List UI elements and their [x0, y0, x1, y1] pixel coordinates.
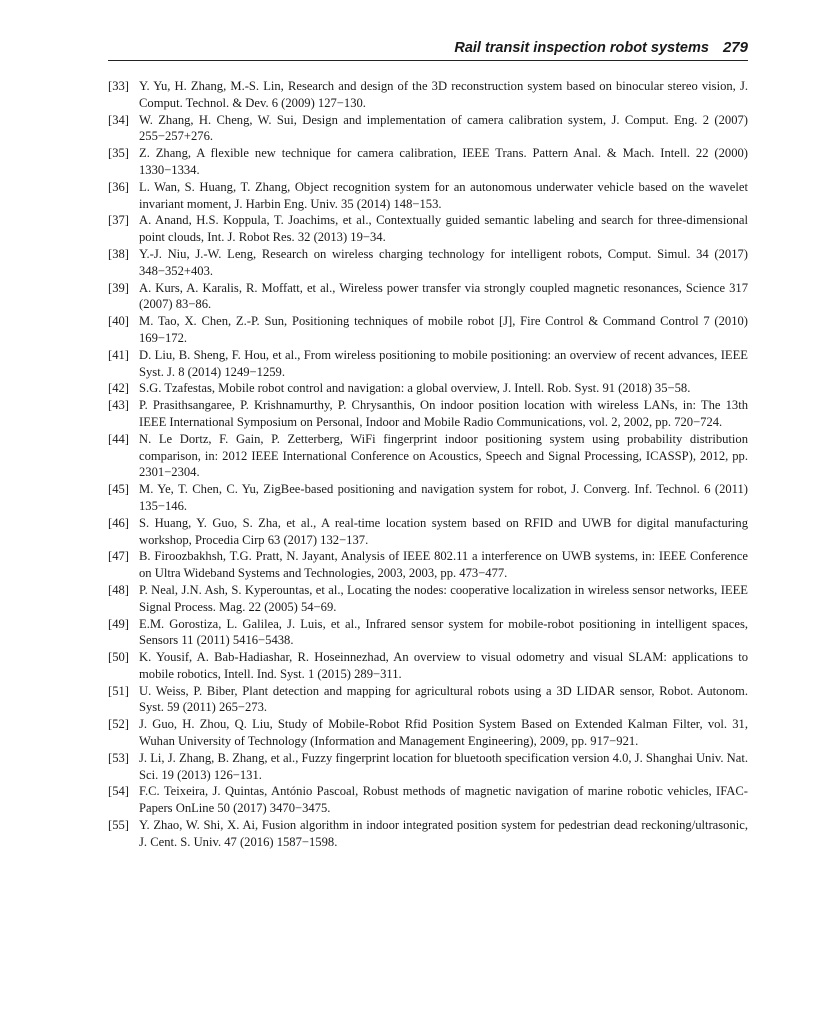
reference-number: [37] [108, 213, 129, 228]
reference-text: Y.-J. Niu, J.-W. Leng, Research on wireless charging technology for intelligent robots, Comput. Simul. 34 (2017) 348−352+403. [139, 246, 748, 278]
reference-text: L. Wan, S. Huang, T. Zhang, Object recognition system for an autonomous underwater vehicle based on the wavelet invariant moment, J. Harbin Eng. Univ. 35 (2014) 148−153. [139, 179, 748, 211]
reference-number: [47] [108, 549, 129, 564]
reference-number: [34] [108, 112, 129, 127]
reference-item [108, 145, 748, 179]
reference-item [108, 515, 748, 549]
reference-text: E.M. Gorostiza, L. Galilea, J. Luis, et al., Infrared sensor system for mobile-robot positioning in intelligent spaces, Sensors 11 (2011) 5416−5438. [139, 616, 748, 648]
reference-number: [33] [108, 79, 129, 93]
reference-text: F.C. Teixeira, J. Quintas, António Pascoal, Robust methods of magnetic navigation of marine robotic vehicles, IFAC-Papers OnLine 50 (2017) 3470−3475. [139, 784, 748, 816]
reference-text: N. Le Dortz, F. Gain, P. Zetterberg, WiFi fingerprint indoor positioning system using probability distribution comparison, in: 2012 IEEE International Conference on Acoustics, Speech and Signal Processing, ICASSP), 2012, pp. 2301−2304. [139, 431, 748, 480]
reference-number: [48] [108, 582, 129, 597]
reference-item [108, 481, 748, 515]
reference-item [108, 380, 748, 397]
reference-item [108, 817, 748, 851]
reference-item [108, 112, 748, 146]
reference-text: Y. Yu, H. Zhang, M.-S. Lin, Research and design of the 3D reconstruction system based on binocular stereo vision, J. Comput. Technol. & Dev. 6 (2009) 127−130. [139, 79, 748, 110]
reference-text: A. Kurs, A. Karalis, R. Moffatt, et al., Wireless power transfer via strongly coupled magnetic resonances, Science 317 (2007) 83−86. [139, 280, 748, 312]
reference-text: W. Zhang, H. Cheng, W. Sui, Design and implementation of camera calibration system, J. Comput. Eng. 2 (2007) 255−257+276. [139, 112, 748, 144]
reference-number: [43] [108, 398, 129, 413]
reference-number: [45] [108, 482, 129, 497]
reference-number: [35] [108, 146, 129, 161]
reference-item [108, 397, 748, 431]
reference-item [108, 179, 748, 213]
reference-number: [40] [108, 314, 129, 329]
reference-item [108, 78, 748, 112]
reference-item [108, 582, 748, 616]
running-title: Rail transit inspection robot systems [454, 40, 709, 56]
reference-text: K. Yousif, A. Bab-Hadiashar, R. Hoseinnezhad, An overview to visual odometry and visual SLAM: applications to mobile robotics, Intell. Ind. Syst. 1 (2015) 289−311. [139, 650, 748, 681]
reference-number: [42] [108, 381, 129, 396]
reference-text: P. Prasithsangaree, P. Krishnamurthy, P. Chrysanthis, On indoor position location with wireless LANs, in: The 13th IEEE International Symposium on Personal, Indoor and Mobile Radio Communications, vol. 2, 2002, pp. 720−724. [139, 398, 748, 429]
reference-text: U. Weiss, P. Biber, Plant detection and mapping for agricultural robots using a 3D LIDAR sensor, Robot. Autonom. Syst. 59 (2011) 265−273. [139, 683, 748, 715]
reference-item [108, 716, 748, 750]
reference-number: [44] [108, 431, 129, 446]
reference-number: [55] [108, 818, 129, 833]
reference-item [108, 212, 748, 246]
reference-number: [50] [108, 650, 129, 665]
reference-text: J. Li, J. Zhang, B. Zhang, et al., Fuzzy fingerprint location for bluetooth specification version 4.0, J. Shanghai Univ. Nat. Sci. 19 (2013) 126−131. [139, 750, 748, 782]
reference-item [108, 313, 748, 347]
reference-item [108, 750, 748, 784]
reference-number: [38] [108, 246, 129, 261]
reference-number: [51] [108, 683, 129, 698]
reference-text: J. Guo, H. Zhou, Q. Liu, Study of Mobile-Robot Rfid Position System Based on Extended Kalman Filter, vol. 31, Wuhan University of Technology (Information and Management Engineering), 2009, pp. 917−921. [139, 717, 748, 749]
reference-text: B. Firoozbakhsh, T.G. Pratt, N. Jayant, Analysis of IEEE 802.11 a interference on UWB systems, in: IEEE Conference on Ultra Wideband Systems and Technologies, 2003, 2003, pp. 473−477. [139, 549, 748, 581]
reference-text: A. Anand, H.S. Koppula, T. Joachims, et al., Contextually guided semantic labeling and search for three-dimensional point clouds, Int. J. Robot Res. 32 (2013) 19−34. [139, 213, 748, 245]
reference-text: M. Tao, X. Chen, Z.-P. Sun, Positioning techniques of mobile robot [J], Fire Control & Command Control 7 (2010) 169−172. [139, 314, 748, 345]
reference-number: [39] [108, 280, 129, 295]
reference-text: Y. Zhao, W. Shi, X. Ai, Fusion algorithm in indoor integrated position system for pedestrian dead reckoning/ultrasonic, J. Cent. S. Univ. 47 (2016) 1587−1598. [139, 818, 748, 849]
reference-number: [52] [108, 717, 129, 732]
reference-text: S. Huang, Y. Guo, S. Zha, et al., A real-time location system based on RFID and UWB for digital manufacturing workshop, Procedia Cirp 63 (2017) 132−137. [139, 515, 748, 547]
reference-text: S.G. Tzafestas, Mobile robot control and navigation: a global overview, J. Intell. Rob. Syst. 91 (2018) 35−58. [139, 381, 691, 396]
reference-number: [41] [108, 347, 129, 362]
reference-item [108, 683, 748, 717]
reference-number: [54] [108, 784, 129, 799]
reference-text: M. Ye, T. Chen, C. Yu, ZigBee-based positioning and navigation system for robot, J. Converg. Inf. Technol. 6 (2011) 135−146. [139, 482, 748, 513]
reference-number: [46] [108, 515, 129, 530]
reference-text: Z. Zhang, A flexible new technique for camera calibration, IEEE Trans. Pattern Anal. & Mach. Intell. 22 (2000) 1330−1334. [139, 146, 748, 177]
reference-item [108, 649, 748, 683]
reference-item [108, 548, 748, 582]
running-header [108, 38, 748, 61]
reference-item [108, 347, 748, 381]
reference-list [108, 78, 748, 851]
reference-number: [53] [108, 750, 129, 765]
reference-item [108, 246, 748, 280]
reference-item [108, 431, 748, 481]
reference-number: [49] [108, 616, 129, 631]
reference-item [108, 783, 748, 817]
reference-number: [36] [108, 179, 129, 194]
reference-item [108, 280, 748, 314]
page-number: 279 [722, 39, 748, 56]
reference-text: P. Neal, J.N. Ash, S. Kyperountas, et al., Locating the nodes: cooperative localization in wireless sensor networks, IEEE Signal Process. Mag. 22 (2005) 54−69. [139, 582, 748, 614]
reference-item [108, 616, 748, 650]
reference-text: D. Liu, B. Sheng, F. Hou, et al., From wireless positioning to mobile positioning: an overview of recent advances, IEEE Syst. J. 8 (2014) 1249−1259. [139, 347, 748, 379]
